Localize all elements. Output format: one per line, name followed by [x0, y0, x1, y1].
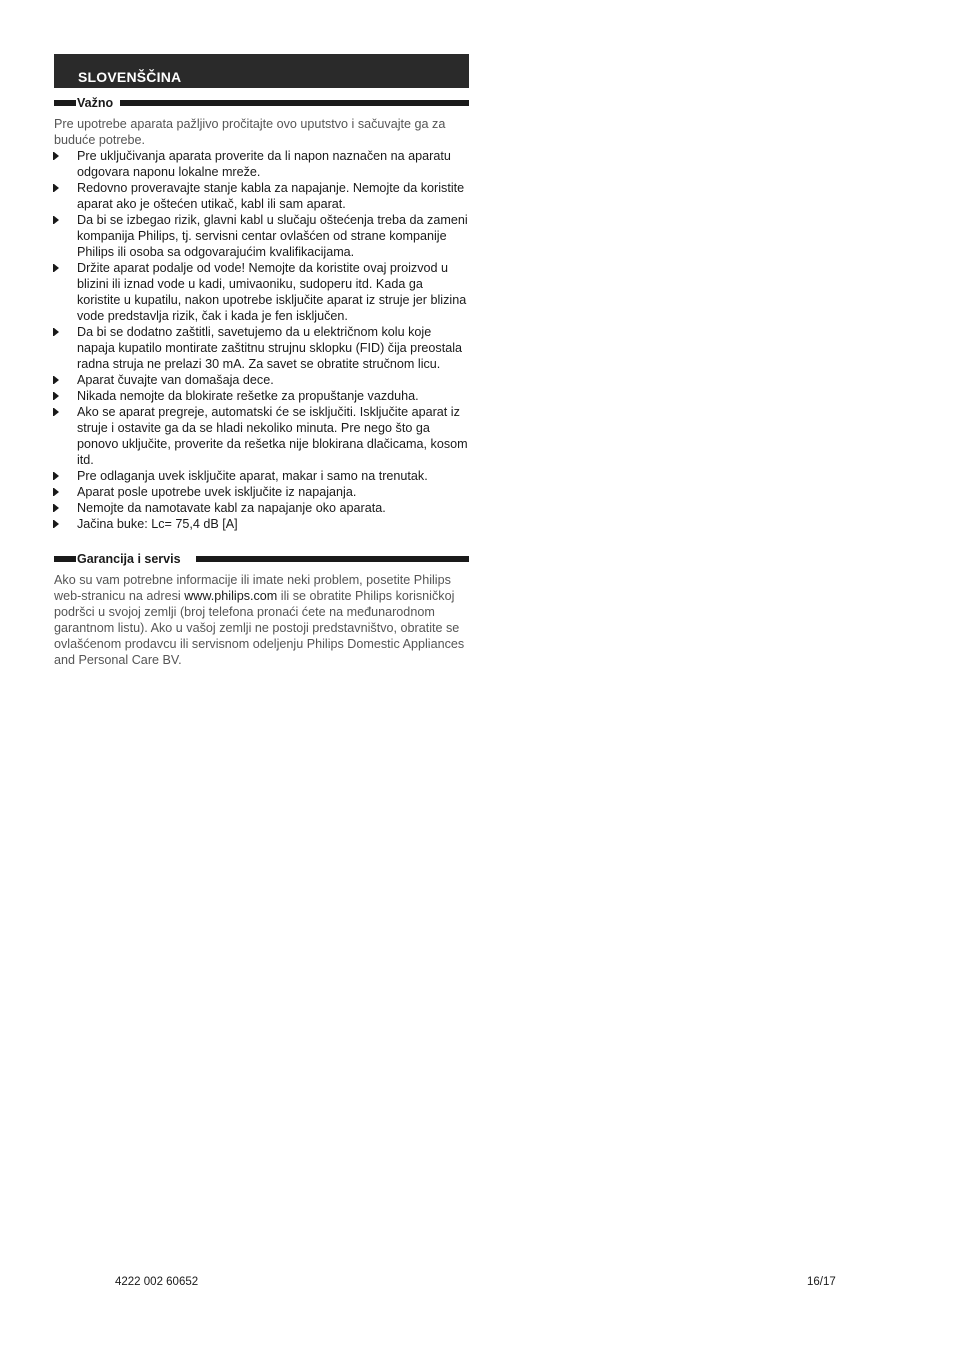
- bullet-icon: [54, 504, 59, 512]
- section-title-warranty: Garancija i servis: [77, 552, 181, 566]
- bullet-icon: [54, 408, 59, 416]
- list-item-text: Držite aparat podalje od vode! Nemojte da koristite ovaj proizvod u blizini ili iznad vode u kadi, umivaoniku, sudoperu itd. Kada ga koristite u kupatilu, nakon upotrebe isključite aparat iz struje jer blizina vode predstavlja rizik, čak i kada je fen isključen.: [77, 261, 467, 323]
- bullet-icon: [54, 152, 59, 160]
- list-item: [54, 212, 469, 260]
- important-intro: Pre upotrebe aparata pažljivo pročitajte ovo uputstvo i sačuvajte ga za buduće potrebe.: [54, 117, 446, 147]
- bullet-icon: [54, 376, 59, 384]
- list-item: [54, 388, 469, 404]
- list-item-text: Pre odlaganja uvek isključite aparat, makar i samo na trenutak.: [77, 469, 428, 483]
- language-header: SLOVENŠČINA: [78, 69, 182, 85]
- list-item: [54, 468, 469, 484]
- bullet-icon: [54, 328, 59, 336]
- warranty-paragraph: [54, 572, 469, 668]
- section-heading-warranty: [54, 551, 469, 567]
- page-number: 16/17: [807, 1276, 836, 1288]
- warranty-text-after: ili se obratite Philips korisničkoj podršci u svojoj zemlji (broj telefona pronaći ćete na međunarodnom garantnom listu). Ako u vašoj zemlji ne postoji predstavništvo, obratite se ovlašćenom prodavcu ili servisnom odeljenju Philips Domestic Appliances and Personal Care BV.: [54, 589, 465, 667]
- bullet-icon: [54, 184, 59, 192]
- list-item-text: Nemojte da namotavate kabl za napajanje oko aparata.: [77, 501, 386, 515]
- section-heading-important: [54, 95, 469, 111]
- heading-rule-right: [120, 100, 469, 106]
- bullet-icon: [54, 216, 59, 224]
- list-item: [54, 260, 469, 324]
- list-item: [54, 324, 469, 372]
- philips-website-link[interactable]: www.philips.com: [184, 589, 278, 603]
- list-item: [54, 180, 469, 212]
- heading-rule-left: [54, 100, 76, 106]
- list-item-text: Ako se aparat pregreje, automatski će se isključiti. Isključite aparat iz struje i ostavite ga da se hladi nekoliko minuta. Pre nego što ga ponovo uključite, proverite da rešetka nije blokirana dlačicama, kosom itd.: [77, 405, 468, 467]
- list-item: [54, 372, 469, 388]
- list-item: [54, 404, 469, 468]
- warranty-text-before: Ako su vam potrebne informacije ili imate neki problem, posetite Philips web-stranicu na adresi: [54, 573, 451, 603]
- list-item: [54, 516, 469, 532]
- list-item-text: Pre uključivanja aparata proverite da li napon naznačen na aparatu odgovara naponu lokalne mreže.: [77, 149, 451, 179]
- bullet-icon: [54, 472, 59, 480]
- list-item-text: Aparat čuvajte van domašaja dece.: [77, 373, 274, 387]
- list-item: [54, 148, 469, 180]
- bullet-icon: [54, 264, 59, 272]
- list-item: [54, 500, 469, 516]
- list-item-text: Nikada nemojte da blokirate rešetke za propuštanje vazduha.: [77, 389, 419, 403]
- language-header-bar: [54, 54, 469, 88]
- bullet-icon: [54, 520, 59, 528]
- list-item-text: Jačina buke: Lc= 75,4 dB [A]: [77, 517, 238, 531]
- heading-rule-left: [54, 556, 76, 562]
- document-number: 4222 002 60652: [115, 1276, 199, 1288]
- list-item-text: Da bi se dodatno zaštitli, savetujemo da u električnom kolu koje napaja kupatilo montirate zaštitnu strujnu sklopku (FID) čija preostala radna struja ne prelazi 30 mA. Za savet se obratite stručnom licu.: [77, 325, 462, 371]
- important-list: [54, 148, 469, 532]
- bullet-icon: [54, 392, 59, 400]
- section-title-important: Važno: [77, 96, 114, 110]
- heading-rule-right: [196, 556, 469, 562]
- list-item-text: Redovno proveravajte stanje kabla za napajanje. Nemojte da koristite aparat ako je oštećen utikač, kabl ili sam aparat.: [77, 181, 465, 211]
- bullet-icon: [54, 488, 59, 496]
- list-item-text: Aparat posle upotrebe uvek isključite iz napajanja.: [77, 485, 357, 499]
- list-item: [54, 484, 469, 500]
- list-item-text: Da bi se izbegao rizik, glavni kabl u slučaju oštećenja treba da zameni kompanija Philips, tj. servisni centar ovlašćen od strane kompanije Philips ili osoba sa odgovarajućim kvalifikacijama.: [77, 213, 468, 259]
